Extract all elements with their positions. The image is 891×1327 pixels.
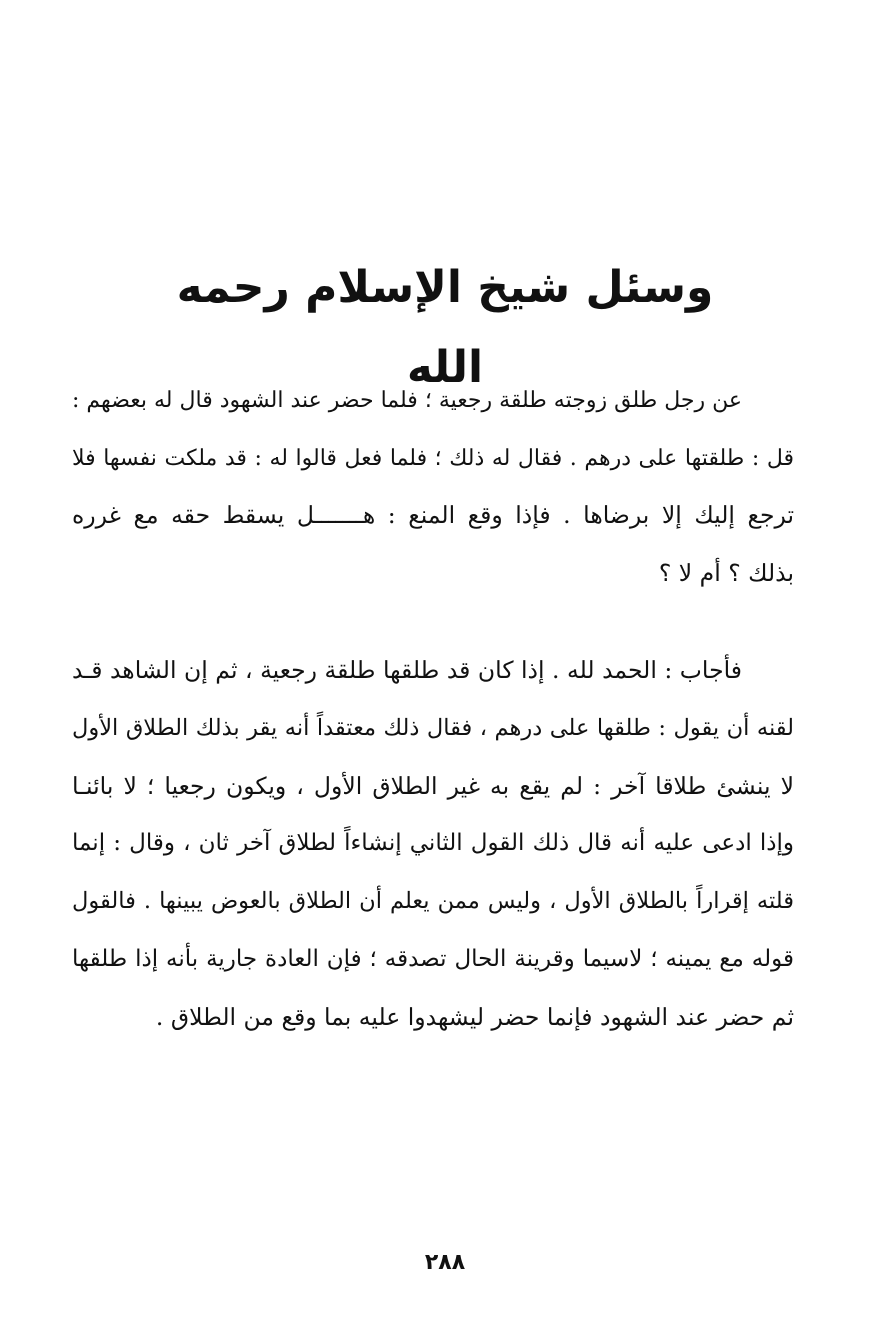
answer-line: قوله مع يمينه ؛ لاسيما وقرينة الحال تصدقه ؛ فإن العادة جارية بأنه إذا طلقها <box>72 945 794 972</box>
question-line: ترجع إليك إلا برضاها . فإذا وقع المنع : هـــــــل يسقط حقه مع غرره <box>72 501 794 529</box>
question-paragraph <box>72 372 794 602</box>
answer-line: ثم حضر عند الشهود فإنما حضر ليشهدوا عليه بما وقع من الطلاق . <box>155 1002 794 1031</box>
answer-line: وإذا ادعى عليه أنه قال ذلك القول الثاني إنشاءاً لطلاق آخر ثان ، وقال : إنما <box>72 830 794 857</box>
answer-line: فأجاب : الحمد لله . إذا كان قد طلقها طلقة رجعية ، ثم إن الشاهد قـد <box>72 656 742 684</box>
answer-line: قلته إقراراً بالطلاق الأول ، وليس ممن يعلم أن الطلاق بالعوض يبينها . فالقول <box>72 888 794 915</box>
answer-paragraph <box>72 642 794 1047</box>
page-number: ٢٨٨ <box>424 1250 466 1275</box>
question-line: بذلك ؟ أم لا ؟ <box>658 558 794 587</box>
question-line: قل : طلقتها على درهم . فقال له ذلك ؛ فلما فعل قالوا له : قد ملكت نفسها فلا <box>72 445 794 471</box>
answer-line: لقنه أن يقول : طلقها على درهم ، فقال ذلك معتقداً أنه يقر بذلك الطلاق الأول <box>72 714 794 741</box>
page-heading: وسئل شيخ الإسلام رحمه الله <box>176 262 714 393</box>
question-line: عن رجل طلق زوجته طلقة رجعية ؛ فلما حضر عند الشهود قال له بعضهم : <box>72 388 742 413</box>
answer-line: لا ينشئ طلاقا آخر : لم يقع به غير الطلاق الأول ، ويكون رجعيا ؛ لا بائنـا <box>72 771 794 800</box>
